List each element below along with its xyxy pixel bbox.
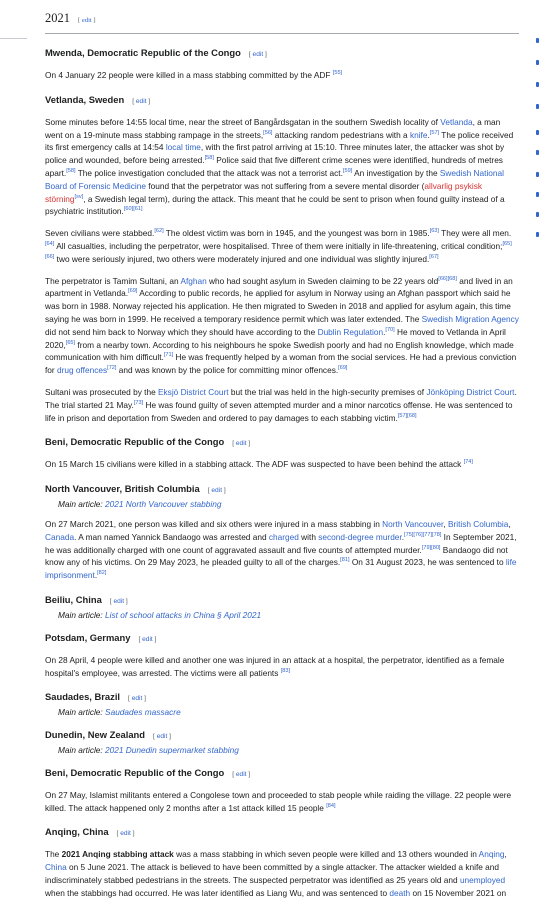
link-local-time[interactable]: local time [165, 142, 201, 153]
citation-link[interactable]: [58] [66, 168, 76, 175]
link-second-degree-murder[interactable]: second-degree murder [318, 531, 402, 542]
citation-link[interactable]: [60][61] [123, 206, 143, 213]
link-main-article[interactable]: 2021 North Vancouver stabbing [105, 499, 222, 510]
subsection-heading-north-vancouver: North Vancouver, British Columbia [ edit ] [45, 483, 226, 495]
section-heading-2021 [45, 6, 519, 34]
paragraph-vetlanda-perpetrator: The perpetrator is Tamim Sultani, an Afghan who had sought asylum in Sweden claiming to be 22 years old[66][68] and lived in an apartment in Vetlanda.[69] According to public records, he applied for asylum in Norway using an Afghan passport which said he was born in 1988. Norway rejected his application. He then migrated to Sweden in 2018 and applied for asylum again, this time saying he was born in 1999. He received a temporary residence permit which was later extended. The Swedish Migration Agency did not send him back to Norway which they should have according to the Dublin Regulation.[70] He moved to Vetlanda in April 2020,[65] from a nearby town. According to his neighbours he spoke Swedish poorly and had no English knowledge, which made communication with him difficult.[71] He was frequently helped by a woman from the social services. He had a previous conviction for drug offences[72] and was known by the police for committing minor offences.[69] [45, 275, 519, 376]
link-eksjo-court[interactable]: Eksjö District Court [158, 386, 229, 397]
citation-link[interactable]: [74] [463, 459, 473, 466]
edit-section-link[interactable]: [ edit ] [116, 830, 135, 838]
paragraph-anqing: The 2021 Anqing stabbing attack was a mass stabbing in which seven people were killed and 13 others wounded in Anqing, China on 5 June 2021. The attack is believed to have been committed by a single attacker. The attacker wielded a knife and indiscriminately stabbed pedestrians in the streets. The suspected perpetrator was identified as 25 years old and unemployed when the stabbings had occurred. He was later identified as Liang Wu, and was sentenced to death on 15 November 2021 on [45, 849, 507, 898]
edit-section-link[interactable]: [ edit ] [109, 597, 128, 605]
sidebar-link-marker[interactable] [536, 82, 539, 87]
subsection-heading-mwenda: Mwenda, Democratic Republic of the Congo [ edit ] [45, 47, 267, 58]
interlanguage-link[interactable]: [sv] [74, 193, 84, 200]
sidebar-link-marker[interactable] [536, 104, 539, 109]
hatnote-main-article: Main article: 2021 North Vancouver stabbing [58, 499, 222, 510]
citation-link[interactable]: [67] [429, 254, 439, 260]
paragraph-vetlanda-attack: Some minutes before 14:55 local time, near the street of Bangårdsgatan in the southern Swedish locality of Vetlanda, a man went on a 19-minute mass stabbing rampage in the streets,[56] attacking random pedestrians with a knife.[57] The police received its first emergency calls at 14:54 local time, with the first patrol arriving at 15:10. Three minutes later, the attacker was shot by police and wounded, before being arrested.[58] Police said that five different crime scenes were identified, hundreds of metres apart.[58] The police investigation concluded that the attack was not a terrorist act.[59] An investigation by the Swedish National Board of Forensic Medicine found that the perpetrator was not suffering from a severe mental disorder (allvarlig psykisk störning[sv], a Swedish legal term), during the attack. This meant that he could be sent to prison when found guilty instead of a psychiatric institution.[60][61] [45, 116, 514, 217]
sidebar-link-marker[interactable] [536, 232, 539, 237]
citation-link[interactable]: [83] [280, 667, 291, 674]
paragraph-beni-march: On 15 March 15 civilians were killed in a stabbing attack. The ADF was suspected to have been behind the attack [74] [45, 459, 473, 470]
citation-link[interactable]: [69] [128, 288, 138, 295]
subsection-heading-potsdam: Potsdam, Germany [ edit ] [45, 631, 157, 643]
paragraph-potsdam: On 28 April, 4 people were killed and another one was injured in an attack at a hospital, the perpetrator, identified as a female hospital's employee, was arrested. The victims were all patients [83] [45, 654, 505, 678]
sidebar-divider [0, 38, 27, 39]
citation-link[interactable]: [72] [107, 365, 117, 372]
subsection-heading-beni-may: Beni, Democratic Republic of the Congo [ edit ] [45, 766, 251, 778]
paragraph-vetlanda-trial: Sultani was prosecuted by the Eksjö District Court but the trial was held in the high-security premises of Jönköping District Court. The trial started 21 May.[73] He was found guilty of seven attempted murder and a minor narcotics offense. He was sentenced to life in prison and deportation from Sweden and ordered to pay damages to each stabbing victim.[57][68] [45, 386, 517, 423]
citation-link[interactable]: [82] [97, 570, 107, 577]
edit-section-link[interactable]: [ edit ] [78, 17, 96, 24]
citation-link[interactable]: [62] [154, 228, 164, 235]
citation-link[interactable]: [63] [429, 228, 439, 235]
subsection-heading-saudades: Saudades, Brazil [ edit ] [45, 691, 147, 703]
link-unemployed[interactable]: unemployed [459, 875, 506, 886]
citation-link[interactable]: [57] [429, 129, 440, 136]
subsection-heading-beni-march: Beni, Democratic Republic of the Congo [ edit ] [45, 436, 251, 448]
link-main-article[interactable]: Saudades massacre [105, 707, 181, 718]
citation-link[interactable]: [79][80] [421, 544, 441, 551]
link-forensic-board[interactable]: Swedish National Board of Forensic Medicine [45, 167, 504, 191]
hatnote-main-article: Main article: 2021 Dunedin supermarket stabbing [58, 745, 239, 756]
citation-link[interactable]: [64] [45, 241, 55, 248]
bold-article-name: 2021 Anqing stabbing attack [61, 849, 174, 860]
subsection-heading-vetlanda: Vetlanda, Sweden [ edit ] [45, 93, 151, 105]
paragraph-mwenda: On 4 January 22 people were killed in a mass stabbing committed by the ADF [55] [45, 70, 343, 80]
edit-section-link[interactable]: [ edit ] [248, 51, 267, 58]
citation-link[interactable]: [58] [204, 155, 214, 162]
sidebar-link-marker[interactable] [536, 38, 539, 43]
link-north-vancouver[interactable]: North Vancouver [382, 518, 444, 529]
article-content [45, 6, 519, 900]
citation-link[interactable]: [70] [385, 326, 395, 333]
link-afghan[interactable]: Afghan [180, 275, 207, 286]
link-china[interactable]: China [45, 862, 67, 873]
link-red-legal-term[interactable]: allvarlig psykisk störning [45, 180, 483, 204]
paragraph-north-vancouver: On 27 March 2021, one person was killed and six others were injured in a mass stabbing in North Vancouver, British Columbia, Canada. A man named Yannick Bandaogo was arrested and charged with second-degree murder.[75][76][77][78] In September 2021, he was additionally charged with one count of aggravated assault and five counts of attempted murder.[79][80] Bandaogo did not know any of his victims. On 29 May 2023, he pleaded guilty to all of the charges.[81] On 31 August 2023, he was sentenced to life imprisonment.[82] [45, 518, 517, 581]
sidebar-link-marker[interactable] [536, 212, 539, 217]
edit-section-link[interactable]: [ edit ] [232, 440, 251, 448]
hatnote-main-article: Main article: List of school attacks in China § April 2021 [58, 609, 262, 620]
link-dublin-regulation[interactable]: Dublin Regulation [317, 326, 384, 337]
citation-link[interactable]: [57][68] [397, 412, 417, 419]
subsection-heading-anqing: Anqing, China [ edit ] [45, 826, 135, 838]
paragraph-beni-may: On 27 May, Islamist militants entered a Congolese town and proceeded to stab people while raiding the village. 22 people were killed. The attack happened only 2 months after a 1st attack killed 15 people [84] [45, 789, 512, 813]
citation-link[interactable]: [55] [332, 70, 343, 77]
link-life-imprisonment[interactable]: life imprisonment [45, 557, 517, 581]
link-main-article[interactable]: 2021 Dunedin supermarket stabbing [105, 745, 239, 756]
sidebar-link-marker[interactable] [536, 172, 539, 177]
link-canada[interactable]: Canada [45, 531, 75, 542]
citation-link[interactable]: [65] [65, 339, 76, 346]
subsection-heading-beiliu: Beiliu, China [ edit ] [45, 593, 128, 605]
link-death[interactable]: death [389, 887, 411, 898]
link-drug-offences[interactable]: drug offences [57, 365, 108, 376]
citation-link[interactable]: [69] [338, 365, 348, 372]
citation-link[interactable]: [59] [342, 168, 353, 175]
link-main-article[interactable]: List of school attacks in China § April 2021 [105, 609, 262, 620]
citation-link[interactable]: [65][66] [45, 241, 512, 260]
edit-section-link[interactable]: [ edit ] [232, 770, 251, 778]
citation-link[interactable]: [71] [163, 352, 174, 359]
edit-section-link[interactable]: [ edit ] [153, 733, 171, 741]
hatnote-main-article: Main article: Saudades massacre [58, 707, 181, 718]
citation-link[interactable]: [56] [263, 129, 273, 136]
edit-section-link[interactable]: [ edit ] [132, 97, 151, 105]
sidebar-link-marker[interactable] [536, 130, 539, 135]
link-vetlanda[interactable]: Vetlanda [440, 116, 473, 127]
citation-link[interactable]: [73] [133, 399, 144, 406]
link-knife[interactable]: knife [409, 129, 428, 140]
citation-link[interactable]: [75][76][77][78] [404, 531, 442, 538]
link-anqing[interactable]: Anqing [478, 849, 505, 860]
sidebar-link-marker[interactable] [536, 150, 539, 155]
edit-section-link[interactable]: [ edit ] [207, 487, 226, 495]
sidebar-link-marker[interactable] [536, 192, 539, 197]
paragraph-vetlanda-victims: Seven civilians were stabbed.[62] The oldest victim was born in 1945, and the youngest was born in 1985.[63] They were all men.[64] All casualties, including the perpetrator, were hospitalised. Three of them were initially in life-threatening, critical condition;[65][66] two were seriously injured, two others were moderately injured and one individual was slightly injured.[67] [45, 228, 512, 264]
link-charged[interactable]: charged [268, 531, 299, 542]
link-british-columbia[interactable]: British Columbia [447, 518, 509, 529]
edit-section-link[interactable]: [ edit ] [128, 695, 147, 703]
link-jonkoping-court[interactable]: Jönköping District Court [426, 386, 515, 397]
link-migration-agency[interactable]: Swedish Migration Agency [421, 313, 519, 324]
right-sidebar-edge [532, 0, 540, 872]
subsection-heading-dunedin: Dunedin, New Zealand [ edit ] [45, 729, 171, 741]
edit-section-link[interactable]: [ edit ] [138, 635, 157, 643]
citation-link[interactable]: [81] [340, 557, 350, 564]
section-title: 2021 [45, 11, 70, 25]
citation-link[interactable]: [66][68] [438, 275, 457, 282]
citation-link[interactable]: [84] [326, 802, 336, 809]
sidebar-link-marker[interactable] [536, 60, 539, 65]
